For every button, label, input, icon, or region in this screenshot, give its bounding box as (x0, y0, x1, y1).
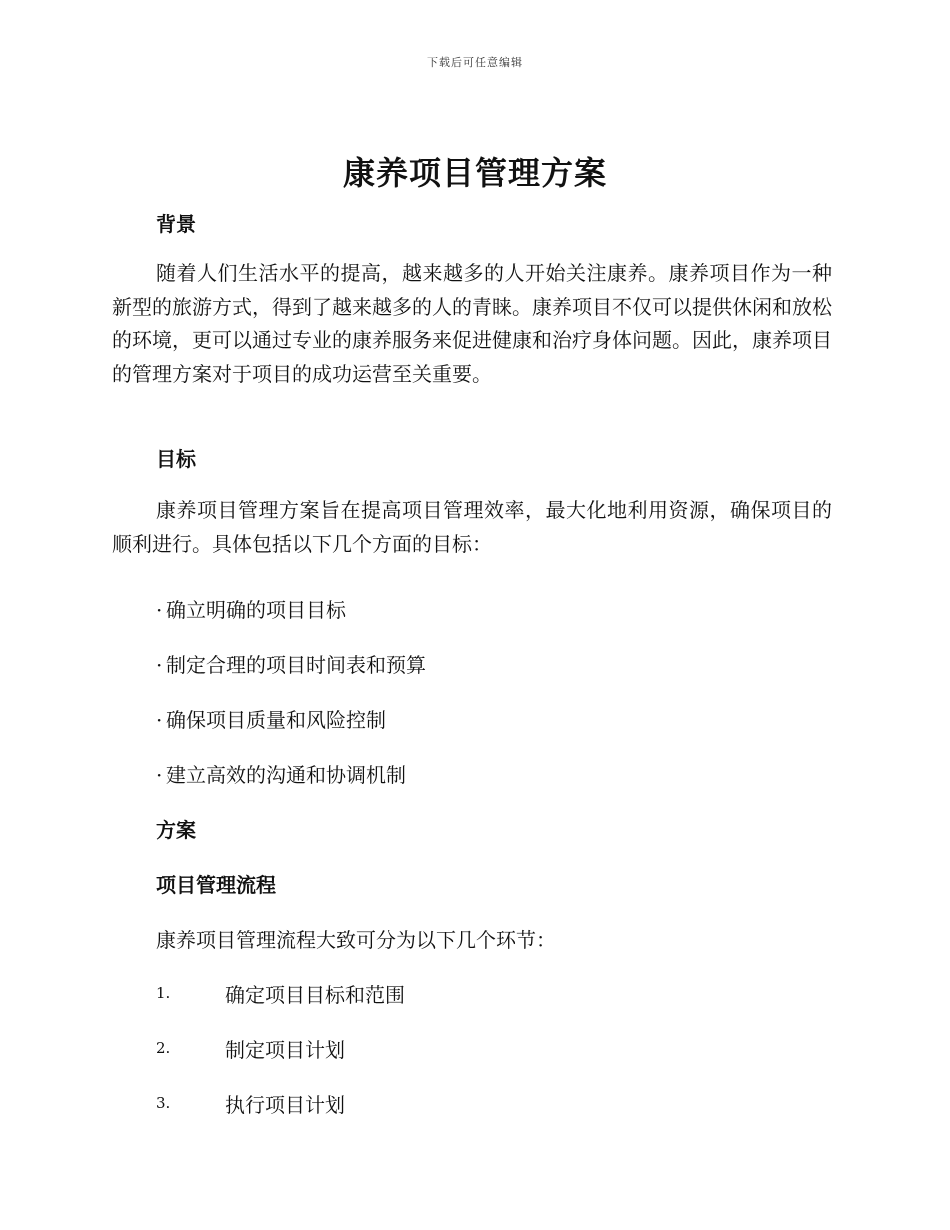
section-heading-process: 项目管理流程 (156, 873, 276, 897)
section-heading-plan: 方案 (156, 818, 196, 842)
section-heading-goal: 目标 (156, 447, 196, 471)
step-text: 执行项目计划 (225, 1093, 345, 1117)
step-text: 制定项目计划 (225, 1038, 345, 1062)
document-title: 康养项目管理方案 (342, 154, 607, 192)
bullet-symbol: · (156, 763, 163, 787)
background-paragraph: 随着人们生活水平的提高，越来越多的人开始关注康养。康养项目作为一种新型的旅游方式，得到了越来越多的人的青睐。康养项目不仅可以提供休闲和放松的环境，更可以通过专业的康养服务来促进健康和治疗身体问题。因此，康养项目的管理方案对于项目的成功运营至关重要。 (112, 261, 832, 386)
goal-bullet-text: 建立高效的沟通和协调机制 (166, 763, 406, 787)
step-text: 确定项目目标和范围 (225, 983, 405, 1007)
goal-bullet-text: 确保项目质量和风险控制 (166, 708, 386, 732)
process-intro: 康养项目管理流程大致可分为以下几个环节： (156, 928, 556, 952)
section-heading-background: 背景 (156, 212, 196, 236)
bullet-symbol: · (156, 653, 163, 677)
goal-bullet-item (156, 649, 426, 678)
goal-bullet-item (156, 759, 406, 788)
bullet-symbol: · (156, 598, 163, 622)
step-number: 3. (156, 1094, 171, 1112)
goal-bullet-text: 确立明确的项目目标 (166, 598, 346, 622)
goal-bullet-item (156, 704, 386, 733)
goal-bullet-text: 制定合理的项目时间表和预算 (166, 653, 426, 677)
goal-paragraph: 康养项目管理方案旨在提高项目管理效率，最大化地利用资源，确保项目的顺利进行。具体包括以下几个方面的目标： (112, 498, 832, 556)
goal-bullet-item (156, 594, 346, 623)
step-number: 2. (156, 1039, 171, 1057)
header-note: 下载后可任意编辑 (427, 56, 523, 69)
step-number: 1. (156, 984, 171, 1002)
bullet-symbol: · (156, 708, 163, 732)
